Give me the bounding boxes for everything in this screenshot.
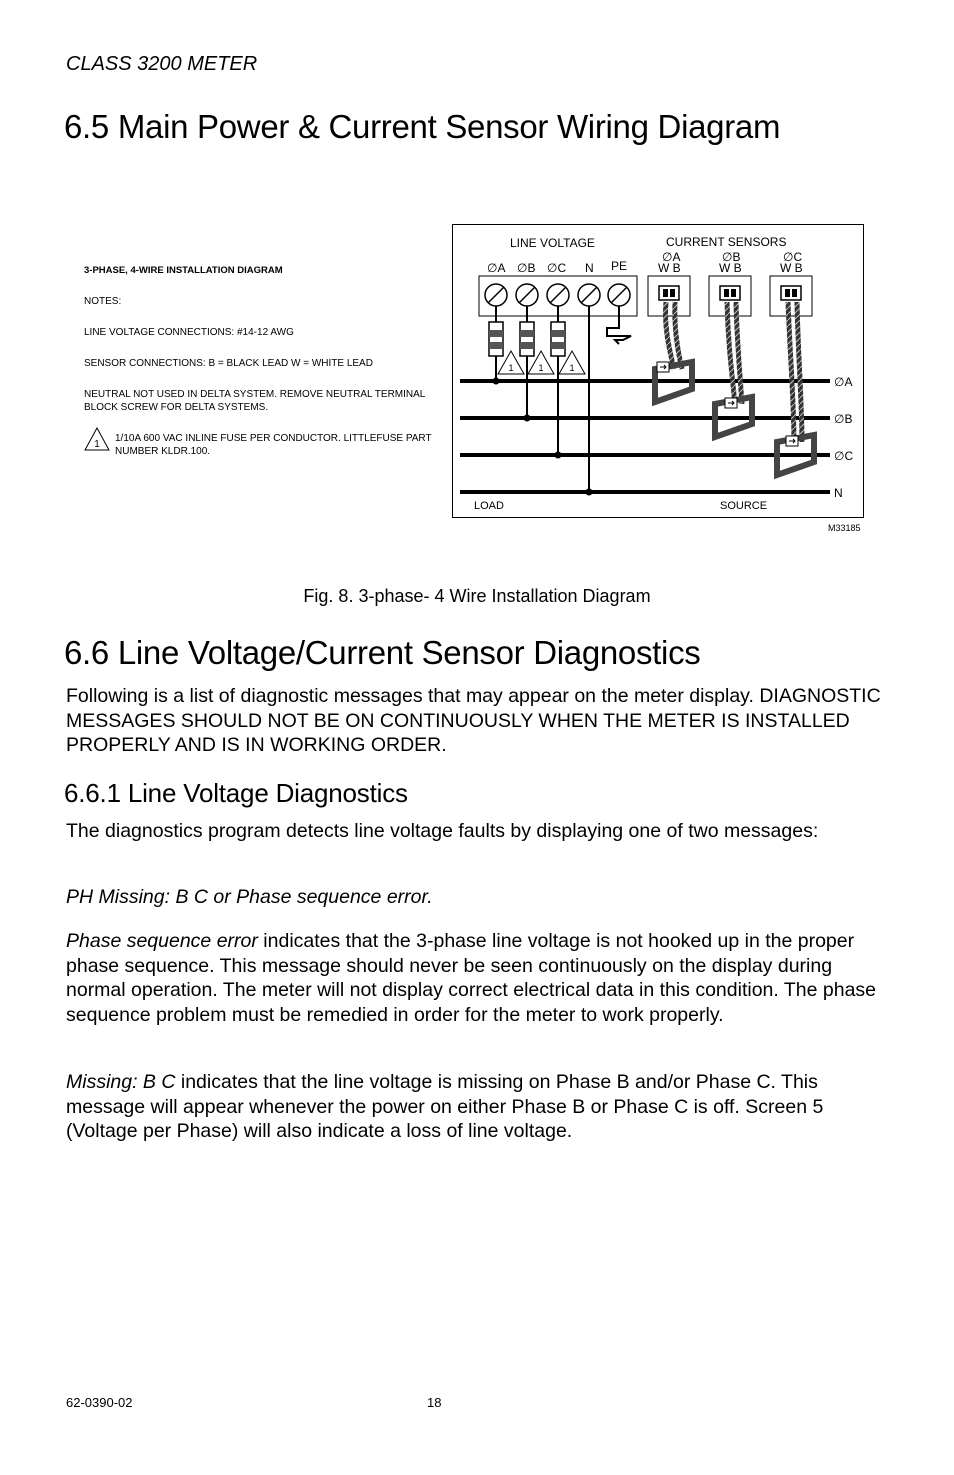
missing-term: Missing: B C [66,1071,176,1093]
phase-sequence-paragraph [66,929,886,1027]
notes-label: NOTES: [84,296,122,307]
source-label: SOURCE [720,500,768,512]
load-label: LOAD [474,500,504,512]
sensor-a-wb-label: W B [658,261,681,275]
terminal-pe-label: PE [611,259,628,273]
diagnostic-message: PH Missing: B C or Phase sequence error. [66,886,433,908]
document-number: 62-0390-02 [66,1395,133,1410]
sensor-c-wb-label: W B [780,261,803,275]
line-voltage-label: LINE VOLTAGE [510,236,595,250]
bus-a-label: ∅A [834,375,853,389]
diagram-notes [84,264,444,458]
current-sensors-label: CURRENT SENSORS [666,235,787,249]
fuse-marker-c: 1 [569,363,575,373]
figure-caption: Fig. 8. 3-phase- 4 Wire Installation Diagram [303,586,651,606]
warning-triangle-icon [84,427,110,451]
terminal-a-label: ∅A [487,261,506,275]
section-6-6-heading: 6.6 Line Voltage/Current Sensor Diagnostics [64,634,701,671]
fuse-marker-a: 1 [508,363,514,373]
missing-text: indicates that the line voltage is missing on Phase B and/or Phase C. This message will appear whenever the power on either Phase B or Phase C is off. Screen 5 (Voltage per Phase) will also indicate a loss of line voltage. [66,1071,824,1142]
neutral-note-line-1: NEUTRAL NOT USED IN DELTA SYSTEM. REMOVE NEUTRAL TERMINAL [84,389,426,400]
sensor-b-wb-label: W B [719,261,742,275]
section-6-6-intro: Following is a list of diagnostic messages that may appear on the meter display. DIAGNOSTIC MESSAGES SHOULD NOT BE ON CONTINUOUSLY WHEN THE METER IS INSTALLED PROPERLY AND IS IN WORKING ORDER. [66,685,881,756]
terminal-c-label: ∅C [547,261,567,275]
page-number: 18 [427,1395,442,1410]
section-6-6-1-heading: 6.6.1 Line Voltage Diagnostics [64,778,408,808]
bus-c-label: ∅C [834,449,854,463]
fuse-note-line-2: NUMBER KLDR.100. [115,446,211,457]
missing-phase-paragraph [66,1070,886,1144]
line-voltage-note: LINE VOLTAGE CONNECTIONS: #14-12 AWG [84,327,294,338]
notes-title: 3-PHASE, 4-WIRE INSTALLATION DIAGRAM [84,265,283,276]
phase-sequence-text: indicates that the 3-phase line voltage is not hooked up in the proper phase sequence. This message should never be seen continuously on the display during normal operation. The meter will not display correct electrical data in this condition. The phase sequence problem must be remedied in order for the meter to work properly. [66,930,877,1026]
terminal-b-label: ∅B [517,261,536,275]
sensor-connections-note: SENSOR CONNECTIONS: B = BLACK LEAD W = WHITE LEAD [84,358,373,369]
inline-fuses [489,322,565,356]
neutral-note-line-2: BLOCK SCREW FOR DELTA SYSTEMS. [84,402,269,413]
running-header: CLASS 3200 METER [66,53,258,75]
figure-code: M33185 [828,523,861,533]
sensor-c-label: ∅C [783,250,803,264]
terminal-n-label: N [585,261,594,275]
bus-n-label: N [834,486,843,500]
section-6-6-1-intro: The diagnostics program detects line voltage faults by displaying one of two messages: [66,820,819,842]
sensor-a-label: ∅A [662,250,681,264]
sensor-b-label: ∅B [722,250,741,264]
fuse-note-line-1: 1/10A 600 VAC INLINE FUSE PER CONDUCTOR. LITTLEFUSE PART [115,433,432,444]
phase-sequence-term: Phase sequence error [66,930,258,952]
fuse-note-marker: 1 [94,439,100,450]
fuse-marker-b: 1 [538,363,544,373]
section-6-5-heading: 6.5 Main Power & Current Sensor Wiring Diagram [64,108,781,145]
wiring-diagram [452,224,870,536]
bus-b-label: ∅B [834,412,853,426]
